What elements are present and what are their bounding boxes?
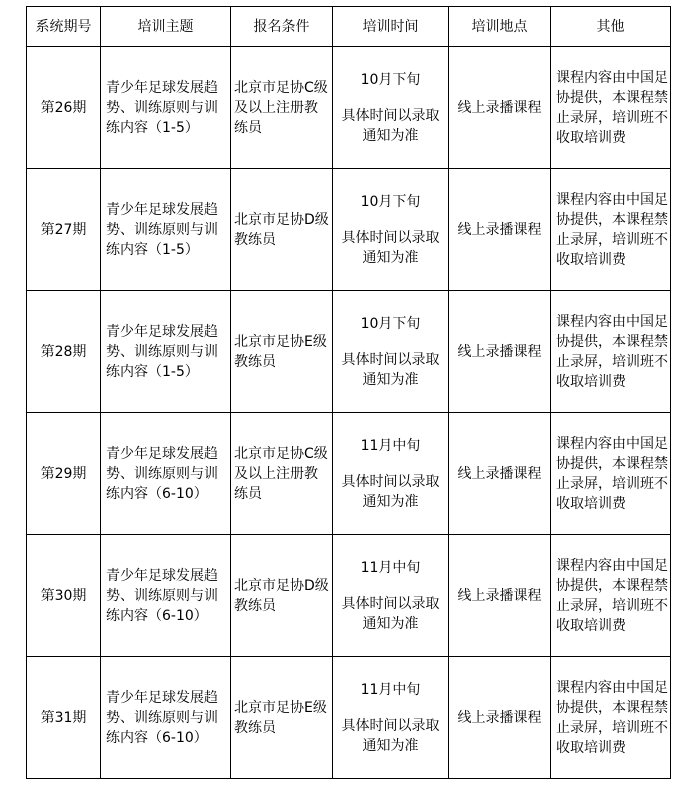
table-row xyxy=(27,47,671,169)
document-page xyxy=(26,6,670,779)
header-location: 培训地点 xyxy=(449,7,551,47)
cell-location: 线上录播课程 xyxy=(449,47,551,169)
cell-topic: 青少年足球发展趋势、训练原则与训练内容（6-10） xyxy=(101,535,231,657)
header-requirement: 报名条件 xyxy=(231,7,333,47)
cell-period: 第30期 xyxy=(27,535,101,657)
time-period: 11月中旬 xyxy=(360,559,421,576)
time-note: 具体时间以录取通知为准 xyxy=(341,351,440,388)
cell-other: 课程内容由中国足协提供，本课程禁止录屏，培训班不收取培训费 xyxy=(551,535,671,657)
cell-topic: 青少年足球发展趋势、训练原则与训练内容（6-10） xyxy=(101,413,231,535)
time-note: 具体时间以录取通知为准 xyxy=(341,229,440,266)
cell-other: 课程内容由中国足协提供，本课程禁止录屏，培训班不收取培训费 xyxy=(551,291,671,413)
cell-location: 线上录播课程 xyxy=(449,169,551,291)
cell-period: 第31期 xyxy=(27,657,101,779)
header-other: 其他 xyxy=(551,7,671,47)
cell-time xyxy=(333,657,449,779)
cell-time xyxy=(333,291,449,413)
cell-time xyxy=(333,169,449,291)
cell-location: 线上录播课程 xyxy=(449,657,551,779)
time-period: 11月中旬 xyxy=(360,437,421,454)
cell-topic: 青少年足球发展趋势、训练原则与训练内容（1-5） xyxy=(101,291,231,413)
table-row xyxy=(27,413,671,535)
cell-time xyxy=(333,47,449,169)
cell-topic: 青少年足球发展趋势、训练原则与训练内容（1-5） xyxy=(101,47,231,169)
cell-requirement: 北京市足协D级教练员 xyxy=(231,535,333,657)
time-period: 10月下旬 xyxy=(360,71,421,88)
cell-requirement: 北京市足协C级及以上注册教练员 xyxy=(231,413,333,535)
table-row xyxy=(27,169,671,291)
cell-time xyxy=(333,535,449,657)
cell-period: 第28期 xyxy=(27,291,101,413)
cell-period: 第26期 xyxy=(27,47,101,169)
cell-requirement: 北京市足协E级教练员 xyxy=(231,291,333,413)
table-header-row xyxy=(27,7,671,47)
cell-other: 课程内容由中国足协提供，本课程禁止录屏，培训班不收取培训费 xyxy=(551,413,671,535)
cell-location: 线上录播课程 xyxy=(449,413,551,535)
cell-topic: 青少年足球发展趋势、训练原则与训练内容（6-10） xyxy=(101,657,231,779)
cell-other: 课程内容由中国足协提供，本课程禁止录屏，培训班不收取培训费 xyxy=(551,47,671,169)
time-period: 10月下旬 xyxy=(360,193,421,210)
time-note: 具体时间以录取通知为准 xyxy=(341,473,440,510)
cell-period: 第27期 xyxy=(27,169,101,291)
time-note: 具体时间以录取通知为准 xyxy=(341,595,440,632)
cell-other: 课程内容由中国足协提供，本课程禁止录屏，培训班不收取培训费 xyxy=(551,169,671,291)
time-note: 具体时间以录取通知为准 xyxy=(341,107,440,144)
cell-requirement: 北京市足协C级及以上注册教练员 xyxy=(231,47,333,169)
training-schedule-table xyxy=(26,6,671,779)
time-note: 具体时间以录取通知为准 xyxy=(341,717,440,754)
cell-other: 课程内容由中国足协提供，本课程禁止录屏，培训班不收取培训费 xyxy=(551,657,671,779)
header-time: 培训时间 xyxy=(333,7,449,47)
cell-location: 线上录播课程 xyxy=(449,535,551,657)
header-topic: 培训主题 xyxy=(101,7,231,47)
cell-topic: 青少年足球发展趋势、训练原则与训练内容（1-5） xyxy=(101,169,231,291)
cell-period: 第29期 xyxy=(27,413,101,535)
cell-time xyxy=(333,413,449,535)
header-period: 系统期号 xyxy=(27,7,101,47)
table-row xyxy=(27,291,671,413)
time-period: 10月下旬 xyxy=(360,315,421,332)
table-row xyxy=(27,657,671,779)
cell-requirement: 北京市足协D级教练员 xyxy=(231,169,333,291)
time-period: 11月中旬 xyxy=(360,681,421,698)
table-row xyxy=(27,535,671,657)
cell-requirement: 北京市足协E级教练员 xyxy=(231,657,333,779)
cell-location: 线上录播课程 xyxy=(449,291,551,413)
